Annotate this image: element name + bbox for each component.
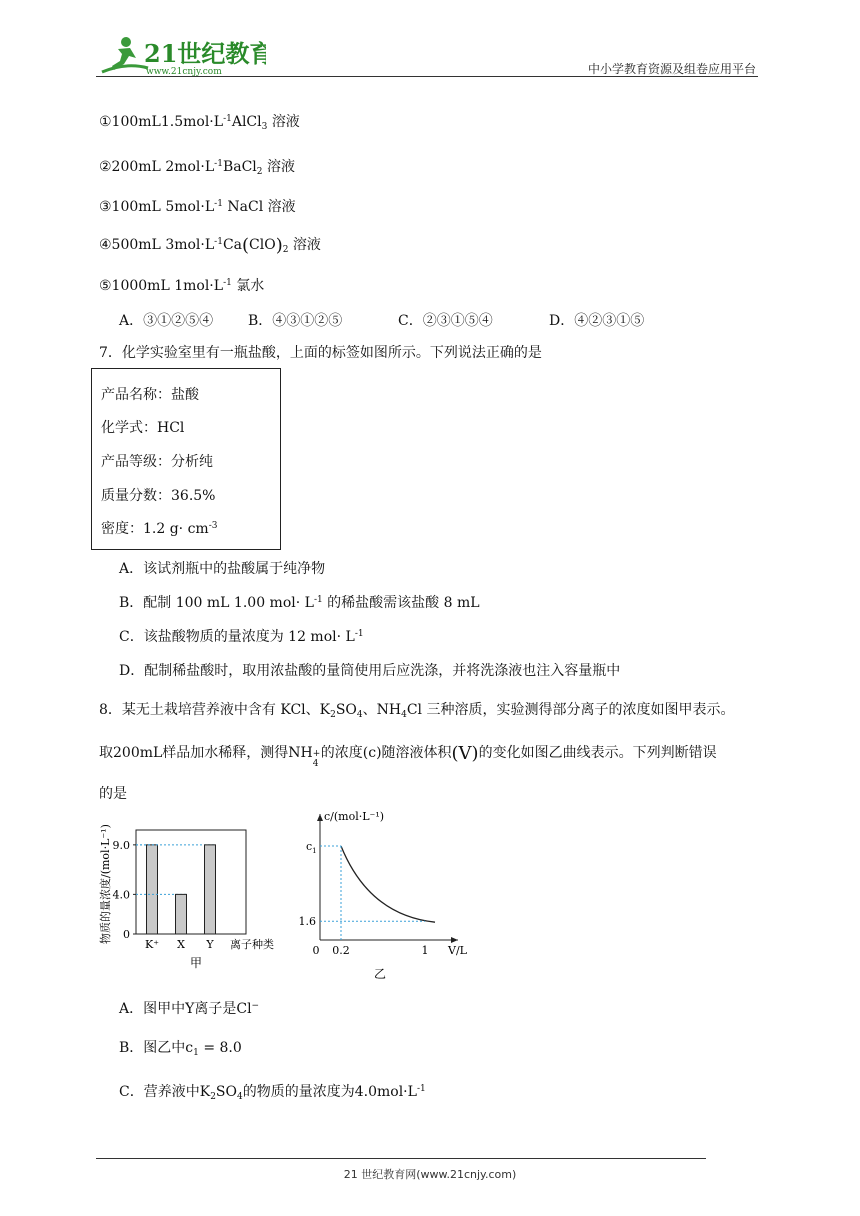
q8-option-a: A．图甲中Y离子是Cl− (119, 1001, 260, 1017)
q8-stem-line-1: 8．某无土栽培营养液中含有 KCl、$K_2SO_4$、$NH_4Cl$ 三种溶质，实验测得部分离子的浓度如图甲表示。 (99, 702, 735, 720)
q7-option-b: B．配制 100 mL 1.00 $mol\cdot L^{-1}$ 的稀盐酸需该盐酸 8 mL (119, 595, 480, 611)
q8-option-b: B．图乙中$c_1 = 8.0$ (119, 1040, 242, 1058)
q6-option-d: D．④②③①⑤ (549, 313, 645, 329)
q6-option-c: C．②③①⑤④ (398, 313, 493, 329)
chart-yi-curve (341, 846, 435, 922)
q6-option-a: A．③①②⑤④ (119, 313, 214, 329)
label-formula: 化学式：HCl (101, 420, 185, 436)
runner-icon (102, 37, 148, 72)
label-density: 密度：1.2 $g\cdot cm^{-3}$ (101, 521, 218, 537)
q7-option-a: A．该试剂瓶中的盐酸属于纯净物 (119, 561, 326, 577)
chart-jia-bar (176, 894, 187, 934)
chart-yi-xtick-1: 1 (421, 944, 429, 957)
footer-divider (96, 1158, 706, 1159)
chart-yi (296, 806, 476, 986)
chart-jia (96, 812, 286, 982)
q6-item-3: ③100mL $5mol\cdot L^{-1}$ NaCl 溶液 (99, 199, 296, 215)
chart-jia-bar (205, 845, 216, 934)
chart-jia-ylabel: 物质的量浓度/(mol·L⁻¹) (99, 824, 112, 944)
chart-yi-yaxis-arrow (317, 814, 323, 821)
q6-item-1: $①100mL1.5mol\cdot L^{-1}AlCl_3$ 溶液 (99, 114, 300, 132)
chart-yi-xaxis-arrow (451, 937, 458, 943)
chart-jia-category-label: Y (206, 938, 214, 951)
q7-option-c: C．该盐酸物质的量浓度为 12 $mol\cdot L^{-1}$ (119, 629, 364, 645)
q6-item-4: ④500mL $3mol\cdot L^{-1}Ca(ClO)_2$ 溶液 (99, 235, 321, 256)
label-mass-fraction: 质量分数：36.5% (101, 488, 216, 504)
q6-item-2: ②200mL $2mol\cdot L^{-1}BaCl_2$ 溶液 (99, 159, 295, 177)
chart-yi-ytick-c1: $c_1$ (306, 840, 317, 855)
logo-url: www.21cnjy.com (146, 67, 222, 77)
chart-yi-caption: 乙 (374, 967, 387, 981)
chart-jia-ytick-label: 4.0 (112, 888, 130, 902)
chart-yi-xtick-0: 0 (312, 944, 320, 957)
chart-jia-bar (147, 845, 158, 934)
chart-yi-ylabel: c/(mol·L⁻¹) (324, 810, 385, 823)
q8-option-c: C．营养液中$K_2SO_4$的物质的量浓度为$4.0mol\cdot L^{-1}$ (119, 1084, 426, 1102)
header-slogan: 中小学教育资源及组卷应用平台 (587, 62, 756, 76)
header-divider (96, 76, 758, 77)
q7-option-d: D．配制稀盐酸时，取用浓盐酸的量筒使用后应洗涤，并将洗涤液也注入容量瓶中 (119, 663, 621, 679)
chart-yi-xlabel: V/L (448, 944, 467, 957)
q8-stem-line-2: 取200mL样品加水稀释，测得NH + 4 的浓度(c)随溶液体积(V)的变化如图乙曲线表示。下列判断错误 (99, 743, 717, 769)
label-grade: 产品等级：分析纯 (101, 454, 213, 470)
q7-stem: 7．化学实验室里有一瓶盐酸，上面的标签如图所示。下列说法正确的是 (99, 345, 542, 361)
chart-jia-category-label: K⁺ (144, 938, 160, 951)
footer-text: 21 世纪教育网(www.21cnjy.com) (343, 1168, 517, 1181)
q6-option-b: B．④③①②⑤ (248, 313, 343, 329)
chart-jia-ytick-label: 0 (123, 928, 130, 941)
chart-jia-caption: 甲 (190, 956, 203, 970)
reagent-label-box (91, 368, 281, 550)
q6-item-5: ⑤1000mL $1mol\cdot L^{-1}$ 氯水 (99, 278, 265, 294)
q8-stem-line-3: 的是 (99, 786, 127, 802)
chart-yi-xtick-02: 0.2 (332, 944, 350, 957)
chart-yi-ytick-16: 1.6 (298, 915, 316, 929)
chart-jia-category-label: X (177, 938, 185, 951)
label-product-name: 产品名称：盐酸 (101, 387, 199, 403)
chart-jia-ytick-label: 9.0 (112, 838, 130, 852)
site-logo (96, 32, 266, 78)
logo-text: 21世纪教育 (144, 39, 266, 68)
chart-jia-xlabel: 离子种类 (230, 938, 274, 951)
